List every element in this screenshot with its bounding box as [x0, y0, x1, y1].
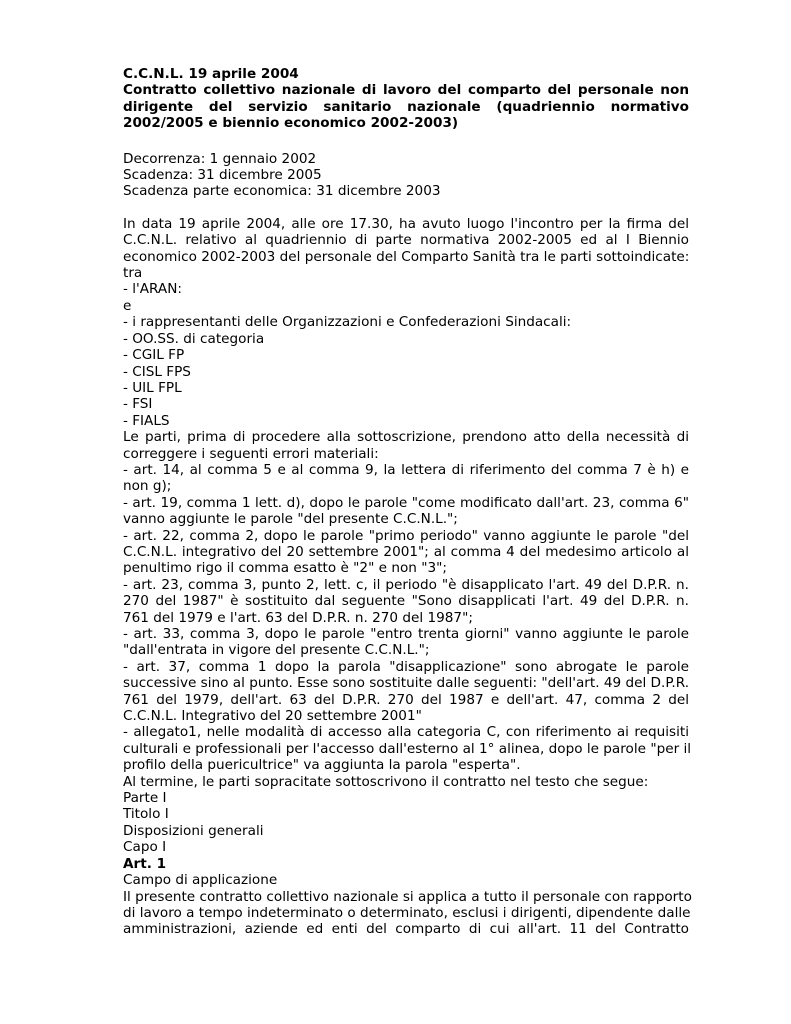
corrections-line: - art. 19, comma 1 lett. d), dopo le parole "come modificato dall'art. 23, comma 6": [123, 494, 689, 511]
document-page: [123, 66, 692, 938]
corrections-line: 761 del 1979, dell'art. 63 del D.P.R. 270 del 1987 e dell'art. 47, comma 2 del: [123, 691, 689, 708]
corrections-line: "dall'entrata in vigore del presente C.C.N.L.";: [123, 642, 430, 659]
party-item: - CGIL FP: [123, 347, 185, 364]
article-line: Il presente contratto collettivo nazionale si applica a tutto il personale con rapporto: [123, 888, 692, 905]
party-item: - OO.SS. di categoria: [123, 330, 265, 347]
corrections-line: - allegato1, nelle modalità di accesso alla categoria C, con riferimento ai requisiti: [123, 724, 689, 741]
corrections-line: Al termine, le parti sopracitate sottoscrivono il contratto nel testo che segue:: [123, 773, 649, 790]
document-header: [123, 66, 689, 132]
corrections-line: C.C.N.L. Integrativo del 20 settembre 2001": [123, 708, 422, 725]
title-heading: Titolo I: [123, 806, 169, 823]
corrections-line: penultimo rigo il comma esatto è "2" e non "3";: [123, 560, 447, 577]
party-item: - i rappresentanti delle Organizzazioni e Confederazioni Sindacali:: [123, 314, 572, 331]
part-heading: Parte I: [123, 790, 167, 807]
intro-line: tra: [123, 265, 143, 282]
corrections-line: vanno aggiunte le parole "del presente C.C.N.L.";: [123, 511, 458, 528]
corrections-line: correggere i seguenti errori materiali:: [123, 445, 379, 462]
article-name: Campo di applicazione: [123, 872, 278, 889]
corrections-line: C.C.N.L. integrativo del 20 settembre 2001"; al comma 4 del medesimo articolo al: [123, 543, 689, 560]
validity-dates: [123, 151, 689, 200]
corrections-line: 270 del 1987" è sostituito dal seguente "Sono disapplicati l'art. 49 del D.P.R. n.: [123, 593, 689, 610]
contract-title-line-3: 2002/2005 e biennio economico 2002-2003): [123, 115, 459, 132]
corrections-line: successive sino al punto. Esse sono sostituite dalle seguenti: "dell'art. 49 del D.P.R.: [123, 675, 690, 692]
corrections-line: - art. 33, comma 3, dopo le parole "entro trenta giorni" vanno aggiunte le parole: [123, 626, 689, 642]
decorrenza: Decorrenza: 1 gennaio 2002: [123, 150, 317, 167]
party-item: - UIL FPL: [123, 379, 182, 396]
party-item: e: [123, 297, 132, 314]
intro-line: economico 2002-2003 del personale del Comparto Sanità tra le parti sottoindicate:: [123, 248, 690, 265]
chapter-heading: Capo I: [123, 839, 167, 856]
scadenza-economica: Scadenza parte economica: 31 dicembre 2003: [123, 183, 441, 200]
document-body: [123, 215, 692, 938]
party-item: - l'ARAN:: [123, 281, 182, 298]
intro-line: C.C.N.L. relativo al quadriennio di parte normativa 2002-2005 ed al I Biennio: [123, 232, 689, 249]
corrections-line: - art. 14, al comma 5 e al comma 9, la lettera di riferimento del comma 7 è h) e: [123, 461, 689, 478]
scadenza: Scadenza: 31 dicembre 2005: [123, 167, 322, 184]
article-line: di lavoro a tempo indeterminato o determinato, esclusi i dirigenti, dipendente dalle: [123, 904, 691, 921]
contract-date-line: C.C.N.L. 19 aprile 2004: [123, 66, 299, 82]
corrections-line: - art. 22, comma 2, dopo le parole "primo periodo" vanno aggiunte le parole "del: [123, 527, 689, 544]
article-line: amministrazioni, aziende ed enti del comparto di cui all'art. 11 del Contratto: [123, 921, 689, 938]
corrections-line: non g);: [123, 478, 172, 495]
contract-title-line-1: Contratto collettivo nazionale di lavoro del comparto del personale non: [123, 82, 689, 99]
title-name: Disposizioni generali: [123, 822, 264, 839]
party-item: - FSI: [123, 396, 153, 413]
corrections-line: culturali e professionali per l'accesso dall'esterno al 1° alinea, dopo le parole "per il: [123, 740, 692, 757]
corrections-line: profilo della puericultrice" va aggiunta la parola "esperta".: [123, 757, 521, 774]
corrections-line: 761 del 1979 e l'art. 63 del D.P.R. n. 270 del 1987";: [123, 609, 473, 626]
intro-line: In data 19 aprile 2004, alle ore 17.30, ha avuto luogo l'incontro per la firma del: [123, 215, 689, 232]
corrections-line: - art. 37, comma 1 dopo la parola "disapplicazione" sono abrogate le parole: [123, 658, 689, 675]
article-heading: Art. 1: [123, 855, 167, 872]
party-item: - FIALS: [123, 412, 170, 429]
party-item: - CISL FPS: [123, 363, 191, 380]
contract-title-line-2: dirigente del servizio sanitario nazionale (quadriennio normativo: [123, 98, 689, 115]
corrections-line: - art. 23, comma 3, punto 2, lett. c, il periodo "è disapplicato l'art. 49 del D.P.R. n.: [123, 576, 689, 593]
corrections-line: Le parti, prima di procedere alla sottoscrizione, prendono atto della necessità di: [123, 429, 689, 446]
